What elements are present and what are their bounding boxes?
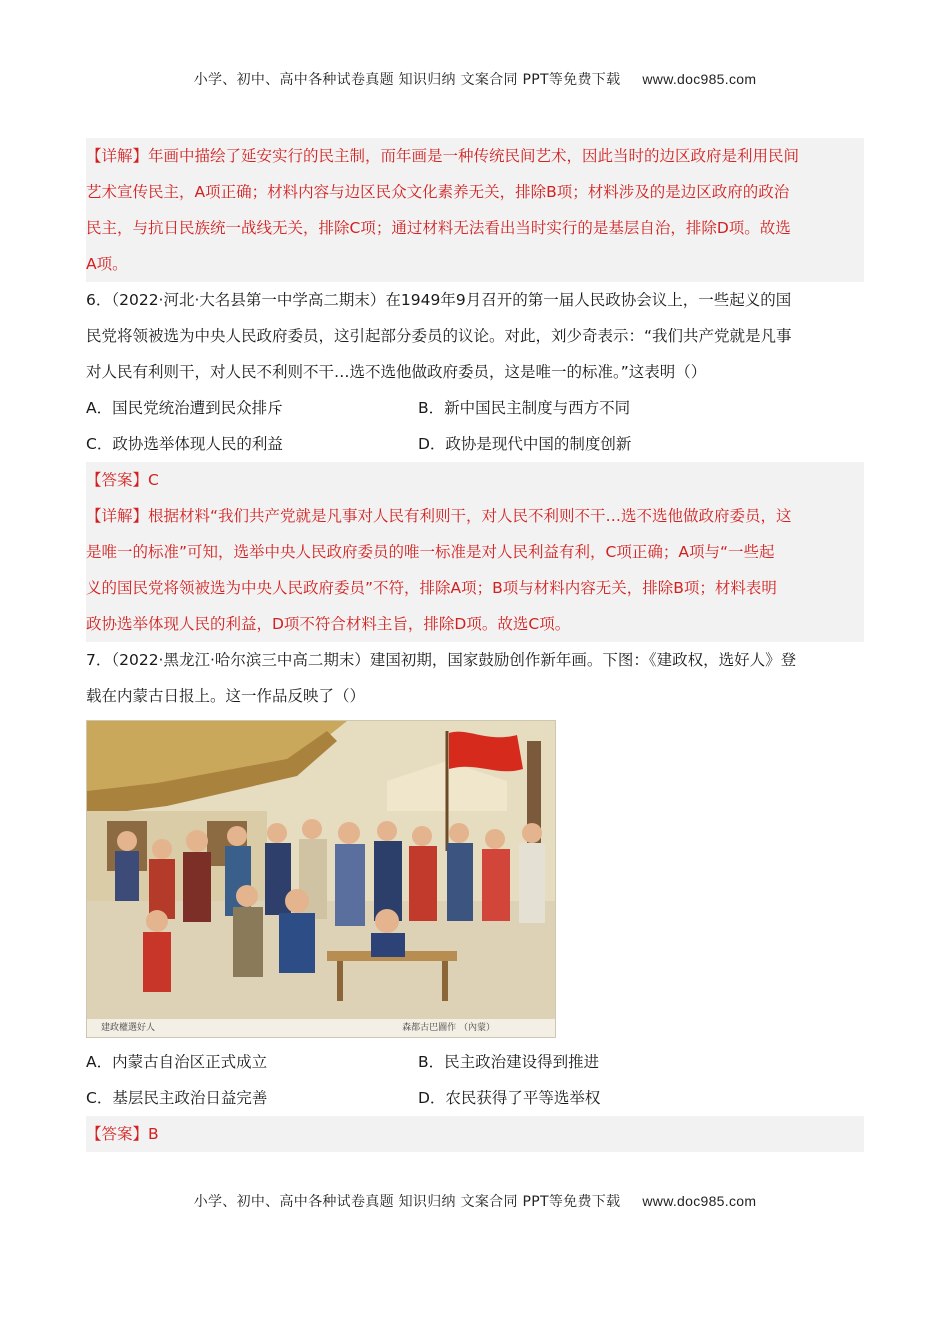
explanation-q5 — [86, 138, 864, 282]
new-year-painting-figure — [86, 720, 556, 1038]
options-row — [86, 390, 864, 426]
explanation-line: 是唯一的标准”可知，选举中央人民政府委员的唯一标准是对人民利益有利，C项正确；A项与“一些起 — [86, 543, 775, 561]
question-line: 载在内蒙古日报上。这一作品反映了（） — [86, 687, 366, 705]
options-row — [86, 1080, 864, 1116]
answer-explanation-q6 — [86, 462, 864, 642]
option-a[interactable]: A．国民党统治遭到民众排斥 — [86, 399, 283, 417]
option-c[interactable]: C．基层民主政治日益完善 — [86, 1089, 268, 1107]
question-line: 7．（2022·黑龙江·哈尔滨三中高二期末）建国初期，国家鼓励创作新年画。下图：《建政权，选好人》登 — [86, 651, 797, 669]
page-header — [0, 69, 950, 89]
question-7 — [86, 642, 864, 1116]
options-row — [86, 426, 864, 462]
header-site-link[interactable]: www.doc985.com — [642, 71, 757, 87]
painting-illustration — [87, 721, 556, 1021]
footer-site-link[interactable]: www.doc985.com — [642, 1193, 757, 1209]
figure-caption-right: 森都古巴圖作 （內蒙） — [402, 1023, 495, 1033]
option-b[interactable]: B．新中国民主制度与西方不同 — [418, 399, 631, 417]
explanation-line: 义的国民党将领被选为中央人民政府委员”不符，排除A项；B项与材料内容无关，排除B项；材料表明 — [86, 579, 777, 597]
question-line: 对人民有利则干，对人民不利则不干…选不选他做政府委员，这是唯一的标准。”这表明（） — [86, 363, 707, 381]
explanation-line: 【详解】年画中描绘了延安实行的民主制，而年画是一种传统民间艺术，因此当时的边区政府是利用民间 — [86, 147, 800, 165]
option-c[interactable]: C．政协选举体现人民的利益 — [86, 435, 283, 453]
explanation-line: 艺术宣传民主，A项正确；材料内容与边区民众文化素养无关，排除B项；材料涉及的是边区政府的政治 — [86, 183, 790, 201]
answer-q7 — [86, 1116, 864, 1152]
option-b[interactable]: B．民主政治建设得到推进 — [418, 1053, 600, 1071]
header-text: 小学、初中、高中各种试卷真题 知识归纳 文案合同 PPT等免费下载 — [193, 72, 621, 88]
question-line: 民党将领被选为中央人民政府委员，这引起部分委员的议论。对此，刘少奇表示：“我们共产党就是凡事 — [86, 327, 792, 345]
option-d[interactable]: D．农民获得了平等选举权 — [418, 1089, 601, 1107]
footer-text: 小学、初中、高中各种试卷真题 知识归纳 文案合同 PPT等免费下载 — [193, 1194, 621, 1210]
option-d[interactable]: D．政协是现代中国的制度创新 — [418, 435, 632, 453]
figure-caption-left: 建政權選好人 — [101, 1023, 156, 1033]
figure-caption-bar — [87, 1019, 555, 1037]
answer-label: 【答案】C — [86, 471, 159, 489]
question-line: 6．（2022·河北·大名县第一中学高二期末）在1949年9月召开的第一届人民政协会议上，一些起义的国 — [86, 291, 792, 309]
explanation-line: A项。 — [86, 255, 128, 273]
explanation-line: 民主，与抗日民族统一战线无关，排除C项；通过材料无法看出当时实行的是基层自治，排除D项。故选 — [86, 219, 791, 237]
document-body — [86, 138, 864, 1152]
options-row — [86, 1044, 864, 1080]
question-6 — [86, 282, 864, 462]
explanation-line: 【详解】根据材料“我们共产党就是凡事对人民有利则干，对人民不利则不干…选不选他做政府委员，这 — [86, 507, 792, 525]
explanation-line: 政协选举体现人民的利益，D项不符合材料主旨，排除D项。故选C项。 — [86, 615, 571, 633]
answer-label: 【答案】B — [86, 1125, 159, 1143]
page-footer — [0, 1191, 950, 1211]
option-a[interactable]: A．内蒙古自治区正式成立 — [86, 1053, 268, 1071]
